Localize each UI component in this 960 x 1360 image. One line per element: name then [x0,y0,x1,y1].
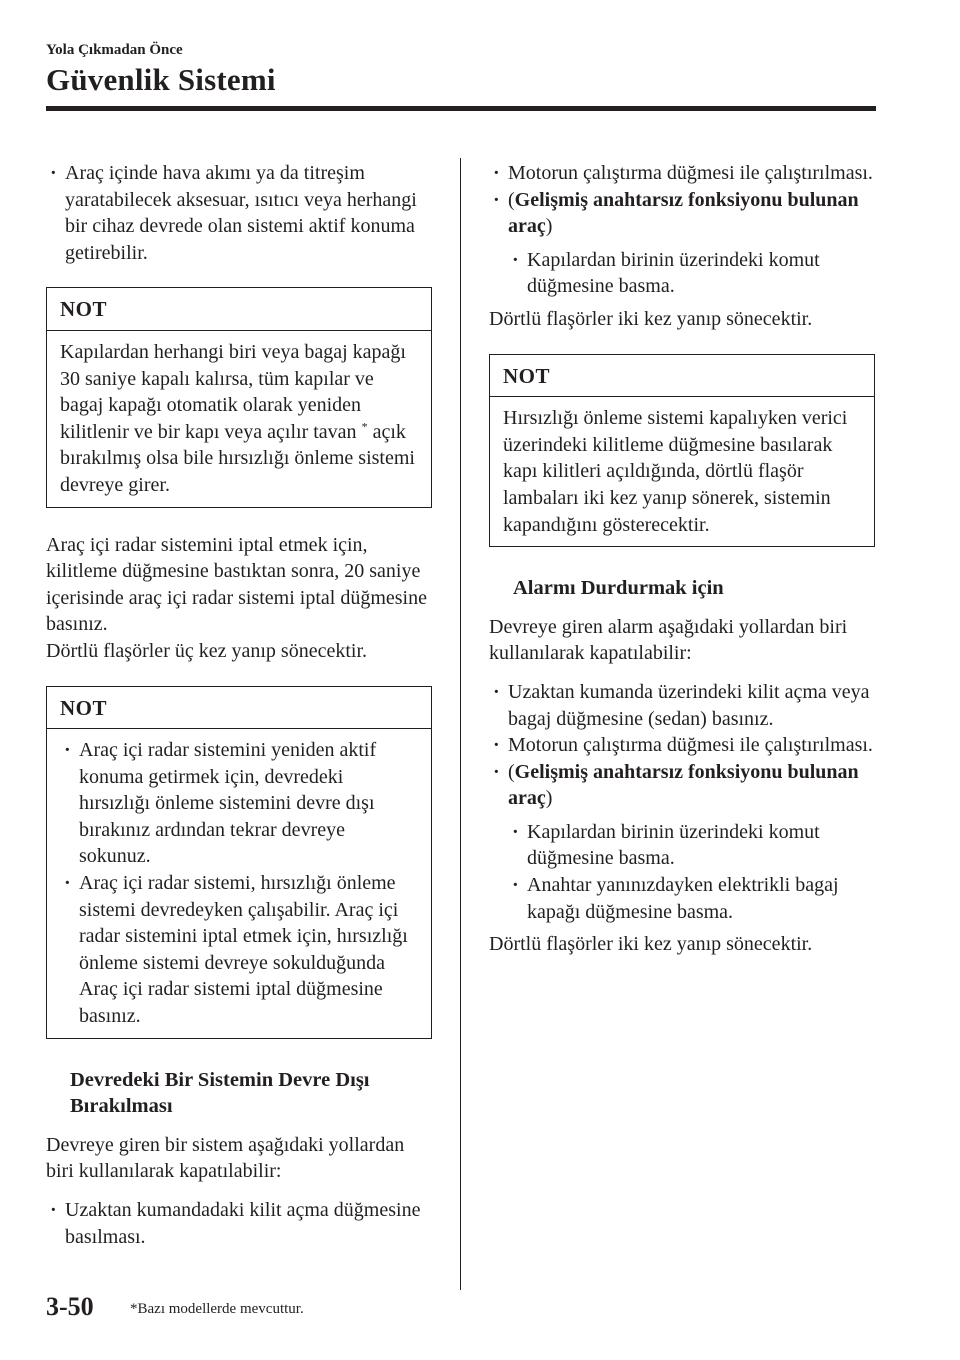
bold-text: Gelişmiş anahtarsız fonksiyonu bulunan araç [508,760,859,810]
bullet-item: · Motorun çalıştırma düğmesi ile çalıştırılması. [489,160,875,187]
asterisk-marker: * [361,419,368,434]
note-bullet: · Araç içi radar sistemini yeniden aktif konuma getirmek için, devredeki hırsızlığı önleme sistemini devre dışı bırakınız ardından tekrar devreye sokunuz. [60,737,418,870]
sub-bullet-item: · Anahtar yanınızdayken elektrikli bagaj kapağı düğmesine basma. [508,872,875,925]
note-box [489,354,875,548]
paragraph: Dörtlü flaşörler üç kez yanıp sönecektir. [46,639,367,662]
note-box [46,686,432,1039]
paren-close: ) [545,215,553,238]
header-subtitle: Yola Çıkmadan Önce [46,42,183,58]
paragraph: Devreye giren alarm aşağıdaki yollardan biri kullanılarak kapatılabilir: [489,615,848,665]
footnote: *Bazı modellerde mevcuttur. [130,1301,304,1317]
header-rule [46,106,876,111]
note-bullet: · Araç içi radar sistemi, hırsızlığı önleme sistemi devredeyken çalışabilir. Araç içi radar sistemini iptal etmek için, hırsızlığı önleme sistemi devreye sokulduğunda Araç içi radar sistemi iptal düğmesine basınız. [60,870,418,1030]
left-column [46,160,432,1250]
right-column [489,160,875,958]
section-heading: Alarmı Durdurmak için [513,577,724,600]
paren-close: ) [545,787,553,810]
note-body [47,331,431,507]
bullet-item: · Uzaktan kumandadaki kilit açma düğmesine basılması. [46,1197,432,1250]
note-title: NOT [490,355,874,398]
sub-bullet-item: · Kapılardan birinin üzerindeki komut düğmesine basma. [508,819,875,872]
paragraph: Devreye giren bir sistem aşağıdaki yollardan biri kullanılarak kapatılabilir: [46,1133,405,1183]
column-divider [460,158,461,1290]
note-body: Hırsızlığı önleme sistemi kapalıyken verici üzerindeki kilitleme düğmesine basılarak kapı kilitleri açıldığında, dörtlü flaşör lambaları iki kez yanıp sönerek, sistemin kapandığını gösterecektir. [503,407,848,536]
bullet-item: · Motorun çalıştırma düğmesi ile çalıştırılması. [489,732,875,759]
paren-open: ( [508,760,515,783]
bullet-item: · Uzaktan kumanda üzerindeki kilit açma veya bagaj düğmesine (sedan) basınız. [489,679,875,732]
sub-bullet-item: · Kapılardan birinin üzerindeki komut düğmesine basma. [508,247,875,300]
note-title: NOT [47,288,431,331]
note-title: NOT [47,687,431,730]
note-text: Kapılardan herhangi biri veya bagaj kapağı 30 saniye kapalı kalırsa, tüm kapılar ve bagaj kapağı otomatik olarak yeniden kilitlenir ve bir kapı veya açılır tavan [60,340,406,443]
note-box [46,287,432,507]
paren-open: ( [508,188,515,211]
bold-text: Gelişmiş anahtarsız fonksiyonu bulunan araç [508,188,859,238]
page-number: 3-50 [46,1292,94,1321]
paragraph: Araç içi radar sistemini iptal etmek için, kilitleme düğmesine bastıktan sonra, 20 saniye içerisinde araç içi radar sistemi iptal düğmesine basınız. [46,533,427,636]
section-heading: Devredeki Bir Sistemin Devre Dışı Bırakılması [70,1068,370,1118]
note-body [47,729,431,1038]
bullet-item [489,187,875,240]
paragraph: Dörtlü flaşörler iki kez yanıp sönecektir. [489,933,813,956]
bullet-item: · Araç içinde hava akımı ya da titreşim yaratabilecek aksesuar, ısıtıcı veya herhangi bir cihaz devrede olan sistemi aktif konuma getirebilir. [46,160,432,266]
paragraph: Dörtlü flaşörler iki kez yanıp sönecektir. [489,307,813,330]
page-title: Güvenlik Sistemi [46,62,276,97]
note-text-continued: açık bırakılmış olsa bile hırsızlığı önleme sistemi devreye girer. [60,420,415,496]
bullet-item [489,759,875,812]
